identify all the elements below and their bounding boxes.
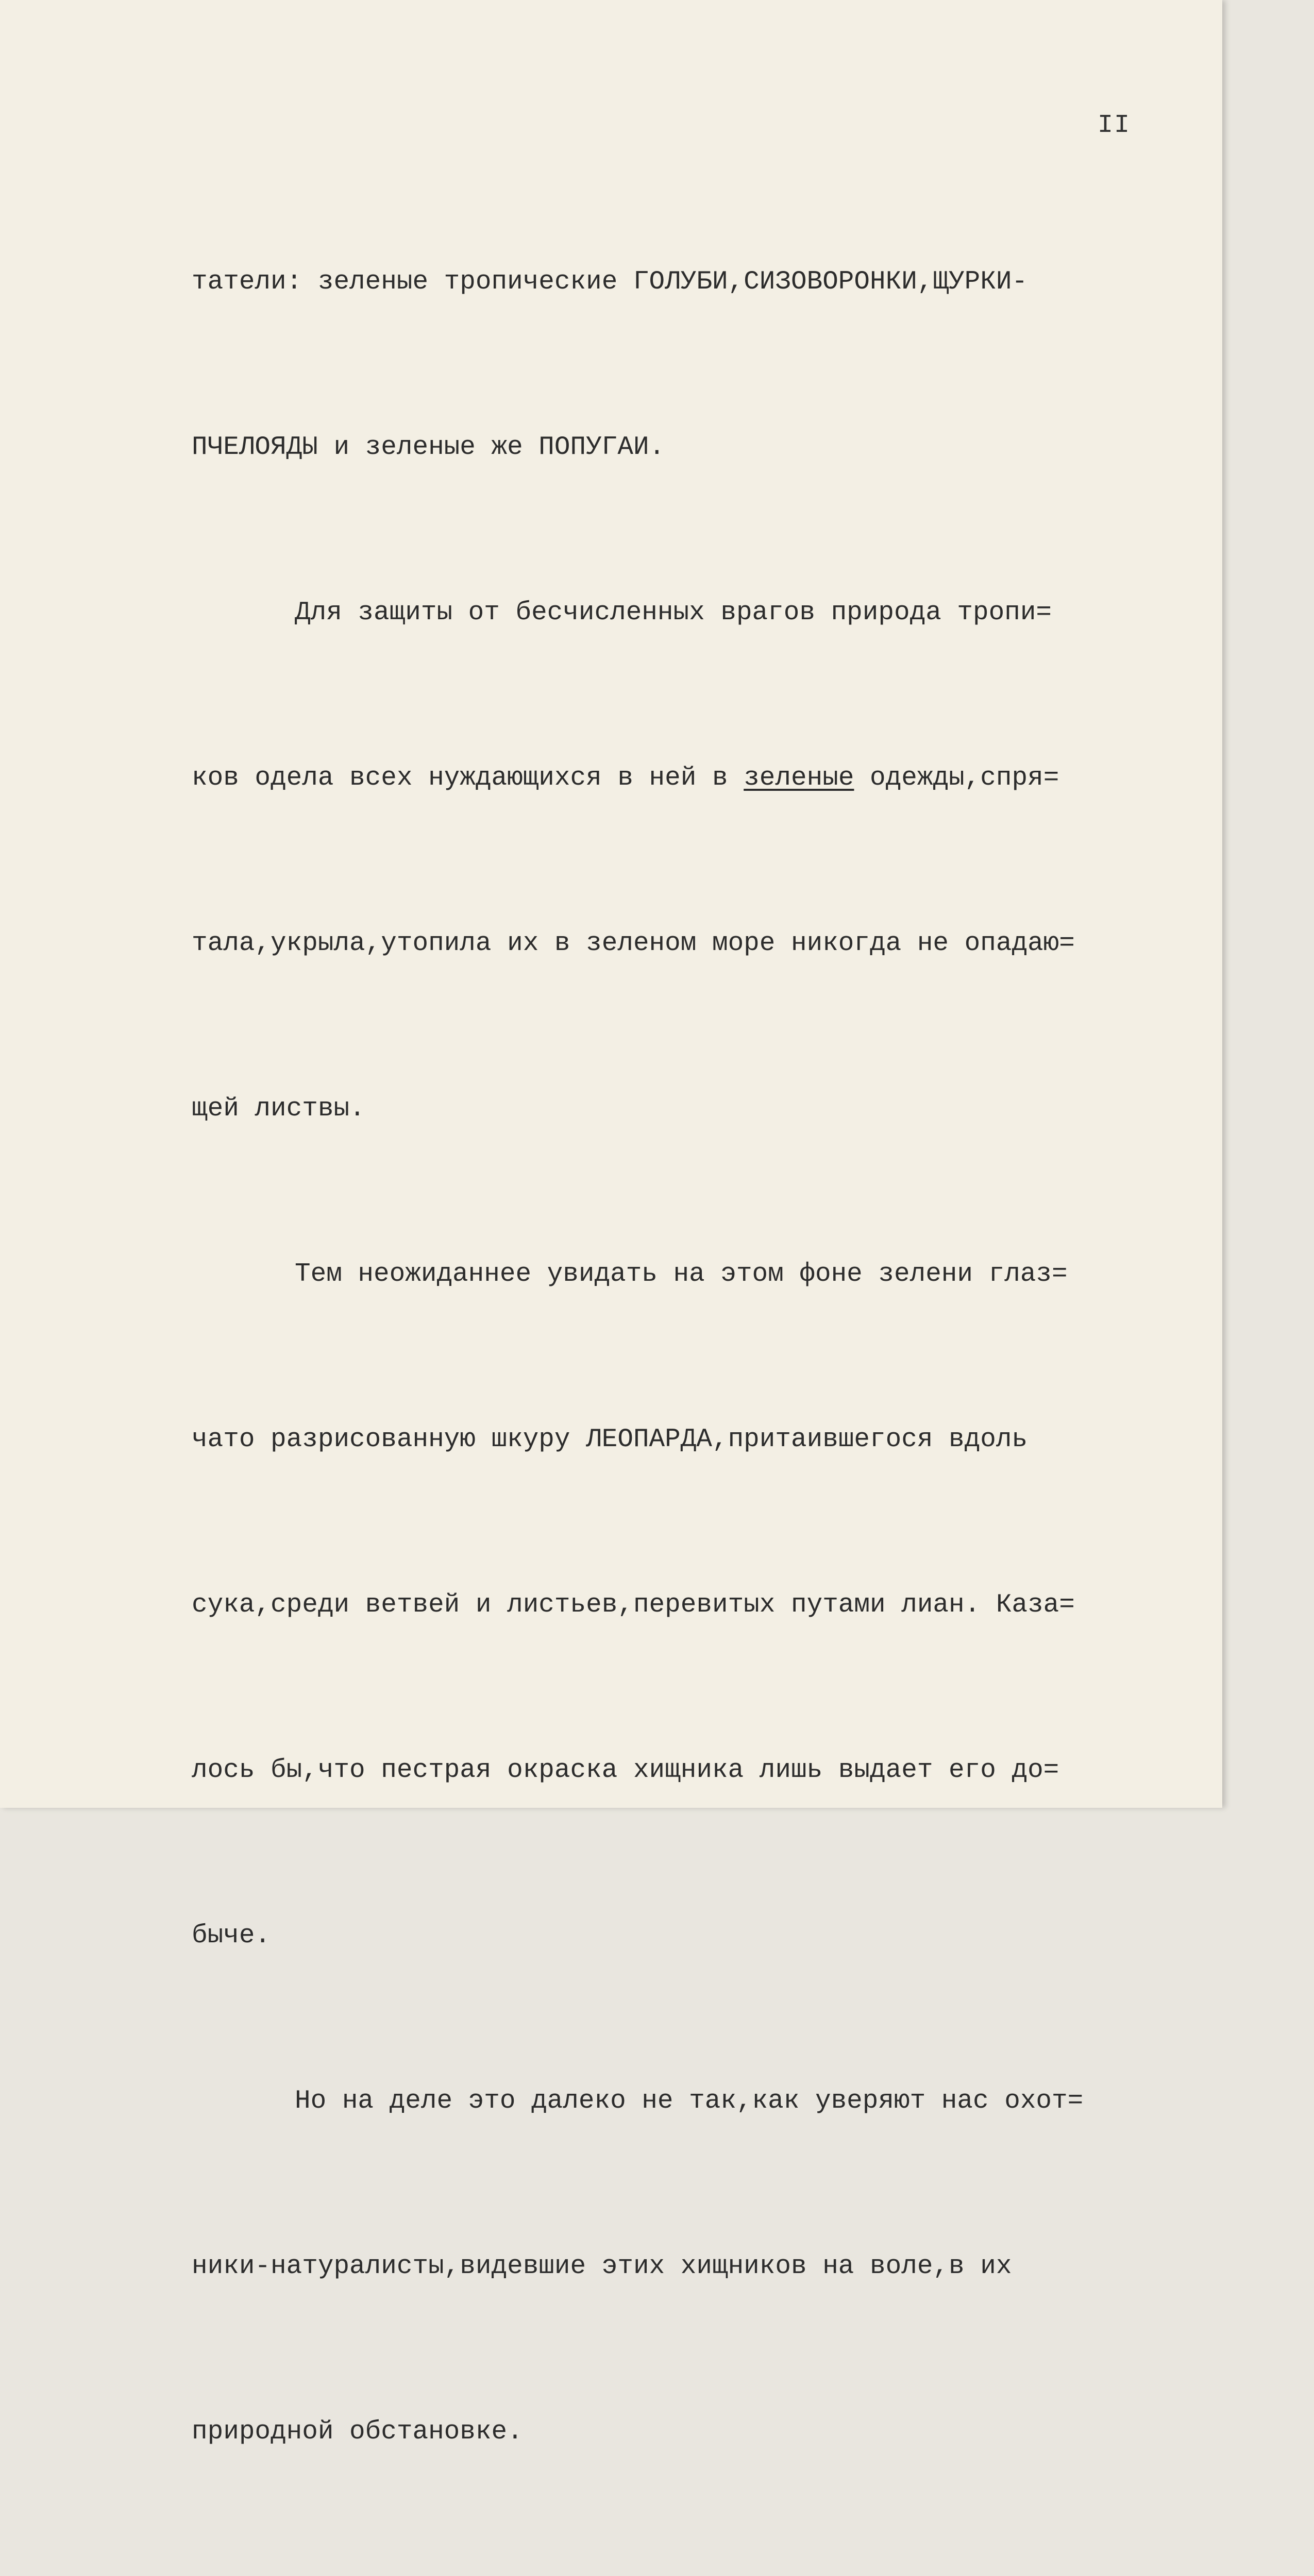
underlined-word: зеленые xyxy=(744,764,854,793)
text-line: Тем неожиданнее увидать на этом фоне зелени глаз= xyxy=(295,1260,1068,1289)
text-line: сука,среди ветвей и листьев,перевитых путами лиан. Каза= xyxy=(192,1590,1075,1620)
typewritten-text xyxy=(192,144,1160,2576)
text-segment: одежды,спря= xyxy=(854,764,1059,793)
text-line: ники-натуралисты,видевшие этих хищников на воле,в их xyxy=(192,2252,1012,2281)
text-line: быче. xyxy=(192,1921,271,1951)
text-line xyxy=(192,751,1160,806)
text-line: ПЧЕЛОЯДЫ и зеленые же ПОПУГАИ. xyxy=(192,433,665,462)
text-line: Но на деле это далеко не так,как уверяют нас охот= xyxy=(295,2087,1084,2116)
text-line: природной обстановке. xyxy=(192,2417,523,2447)
page-number: II xyxy=(1098,111,1131,140)
text-line: татели: зеленые тропические ГОЛУБИ,СИЗОВОРОНКИ,ЩУРКИ- xyxy=(192,267,1028,297)
text-segment: ков одела всех нуждающихся в ней в xyxy=(192,764,744,793)
text-line: Для защиты от бесчисленных врагов природа тропи= xyxy=(295,598,1052,628)
text-line: тала,укрыла,утопила их в зеленом море никогда не опадаю= xyxy=(192,929,1075,958)
text-line: щей листвы. xyxy=(192,1094,365,1124)
text-line xyxy=(192,2570,1160,2576)
text-line: лось бы,что пестрая окраска хищника лишь выдает его до= xyxy=(192,1756,1059,1785)
text-line: чато разрисованную шкуру ЛЕОПАРДА,притаившегося вдоль xyxy=(192,1425,1028,1454)
